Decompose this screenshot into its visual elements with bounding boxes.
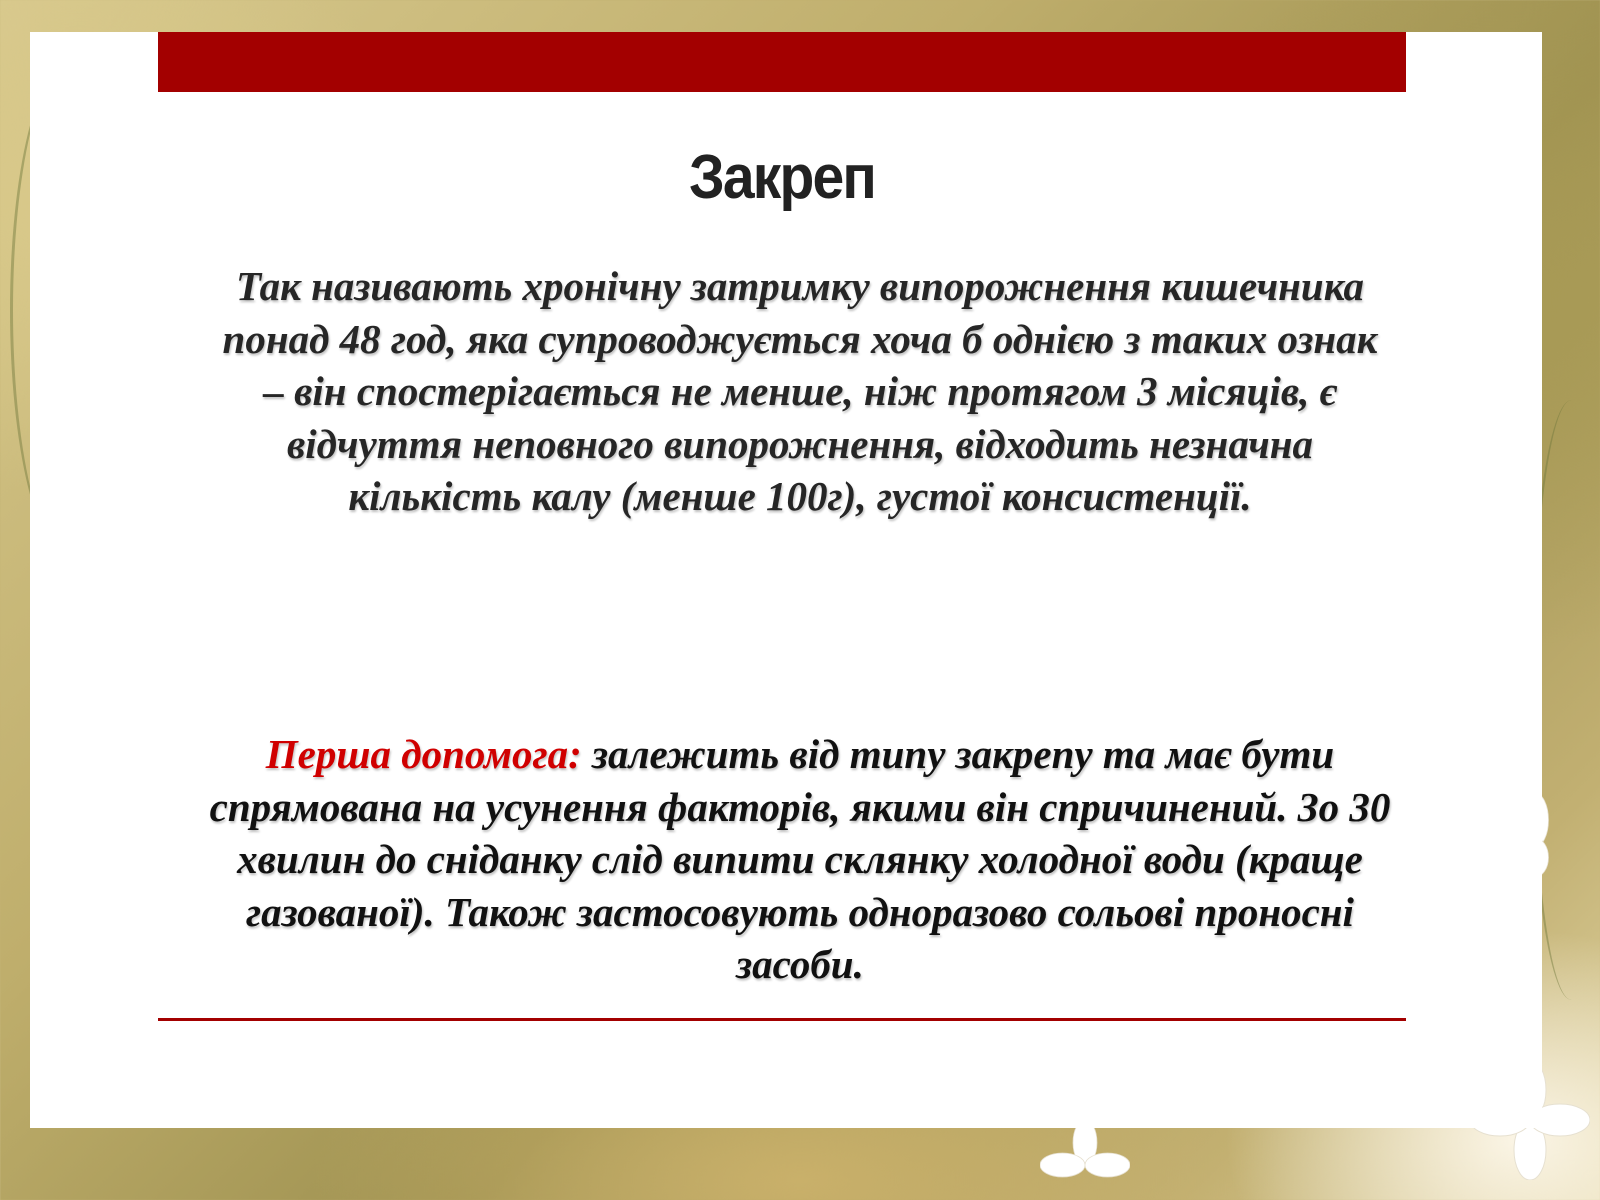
definition-paragraph: Так називають хронічну затримку випорожнення кишечника понад 48 год, яка супроводжується хоча б однією з таких ознак – він спостерігається не менше, ніж протягом 3 місяців, є відчуття неповного випорожнення, відходить незначна кількість калу (менше 100г), густої консистенції. (222, 263, 1378, 519)
footer-divider (158, 1018, 1406, 1021)
slide-title: Закреп (689, 143, 875, 212)
header-accent-bar (158, 32, 1406, 92)
slide-panel (30, 32, 1542, 1128)
first-aid-label: Перша допомога: (265, 731, 582, 777)
flower-decoration-icon (1040, 1120, 1130, 1200)
first-aid-paragraph (180, 728, 1420, 991)
first-aid-text: залежить від типу закрепу та має бути спрямована на усунення факторів, якими він спричинений. Зо 30 хвилин до сніданку слід випити склянку холодної води (краще газованої). Також застосовують одноразово сольові проносні засоби. (209, 731, 1391, 987)
